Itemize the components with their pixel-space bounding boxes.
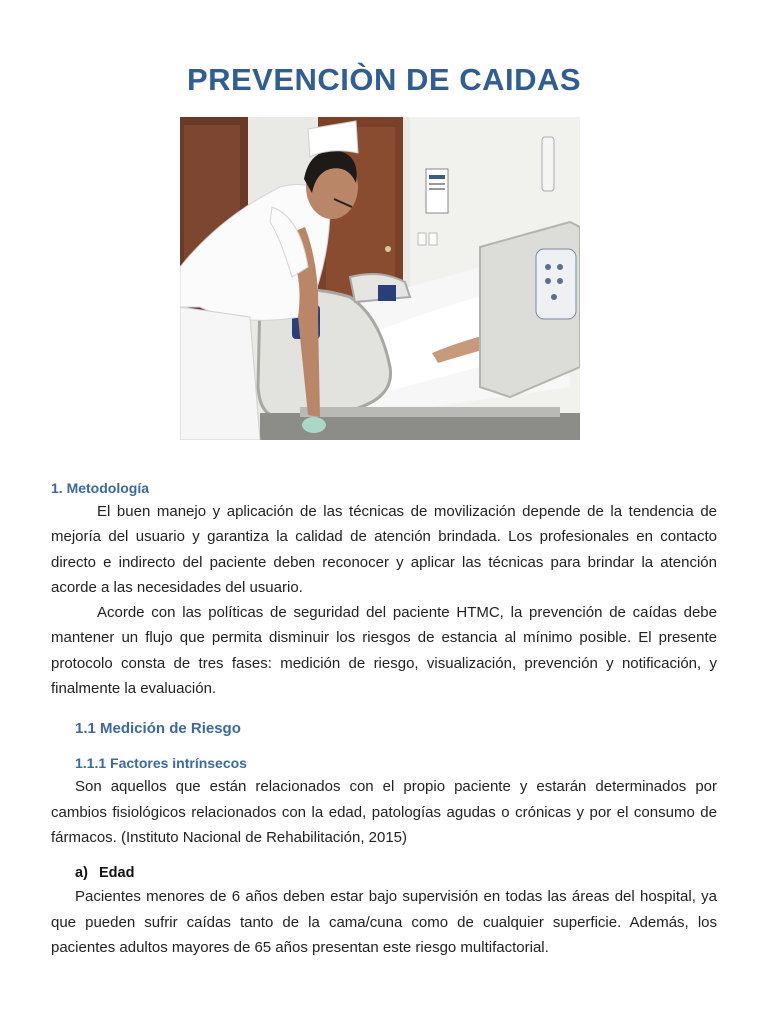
section-heading-medicion-riesgo: 1.1 Medición de Riesgo [75,720,241,738]
list-marker: a) [75,865,88,882]
paragraph: Acorde con las políticas de seguridad del paciente HTMC, la prevención de caídas debe mantener un flujo que permita disminuir los riesgos de estancia al mínimo posible. El presente protocolo consta de tres fases: medición de riesgo, visualización, prevención y notificación, y finalmente la evaluación. [51,604,717,698]
item-heading-edad [75,862,717,884]
paragraph: Son aquellos que están relacionados con el propio paciente y estarán determinados por cambios fisiológicos relacionados con la edad, patologías agudas o crónicas y por el consumo de fármacos. (Instituto Nacional de Rehabilitación, 2015) [51,778,717,846]
section-heading-metodologia: 1. Metodología [51,480,149,496]
item-heading-label: Edad [99,865,135,882]
paragraph: El buen manejo y aplicación de las técnicas de movilización depende de la tendencia de mejoría del usuario y garantiza la calidad de atención brindada. Los profesionales en contacto directo e indirecto del paciente deben reconocer y aplicar las técnicas para brindar la atención acorde a las necesidades del usuario. [51,503,717,596]
page-title: PREVENCIÒN DE CAIDAS [186,62,582,97]
nurse-bed-photo [180,117,580,440]
section-heading-factores-intrinsecos: 1.1.1 Factores intrínsecos [75,755,247,772]
document-body [51,477,717,960]
paragraph: Pacientes menores de 6 años deben estar bajo supervisión en todas las áreas del hospital, ya que pueden sufrir caídas tanto de la cama/cuna como de cualquier superficie. Además, los pacientes adultos mayores de 65 años presentan este riesgo multifactorial. [51,888,717,956]
